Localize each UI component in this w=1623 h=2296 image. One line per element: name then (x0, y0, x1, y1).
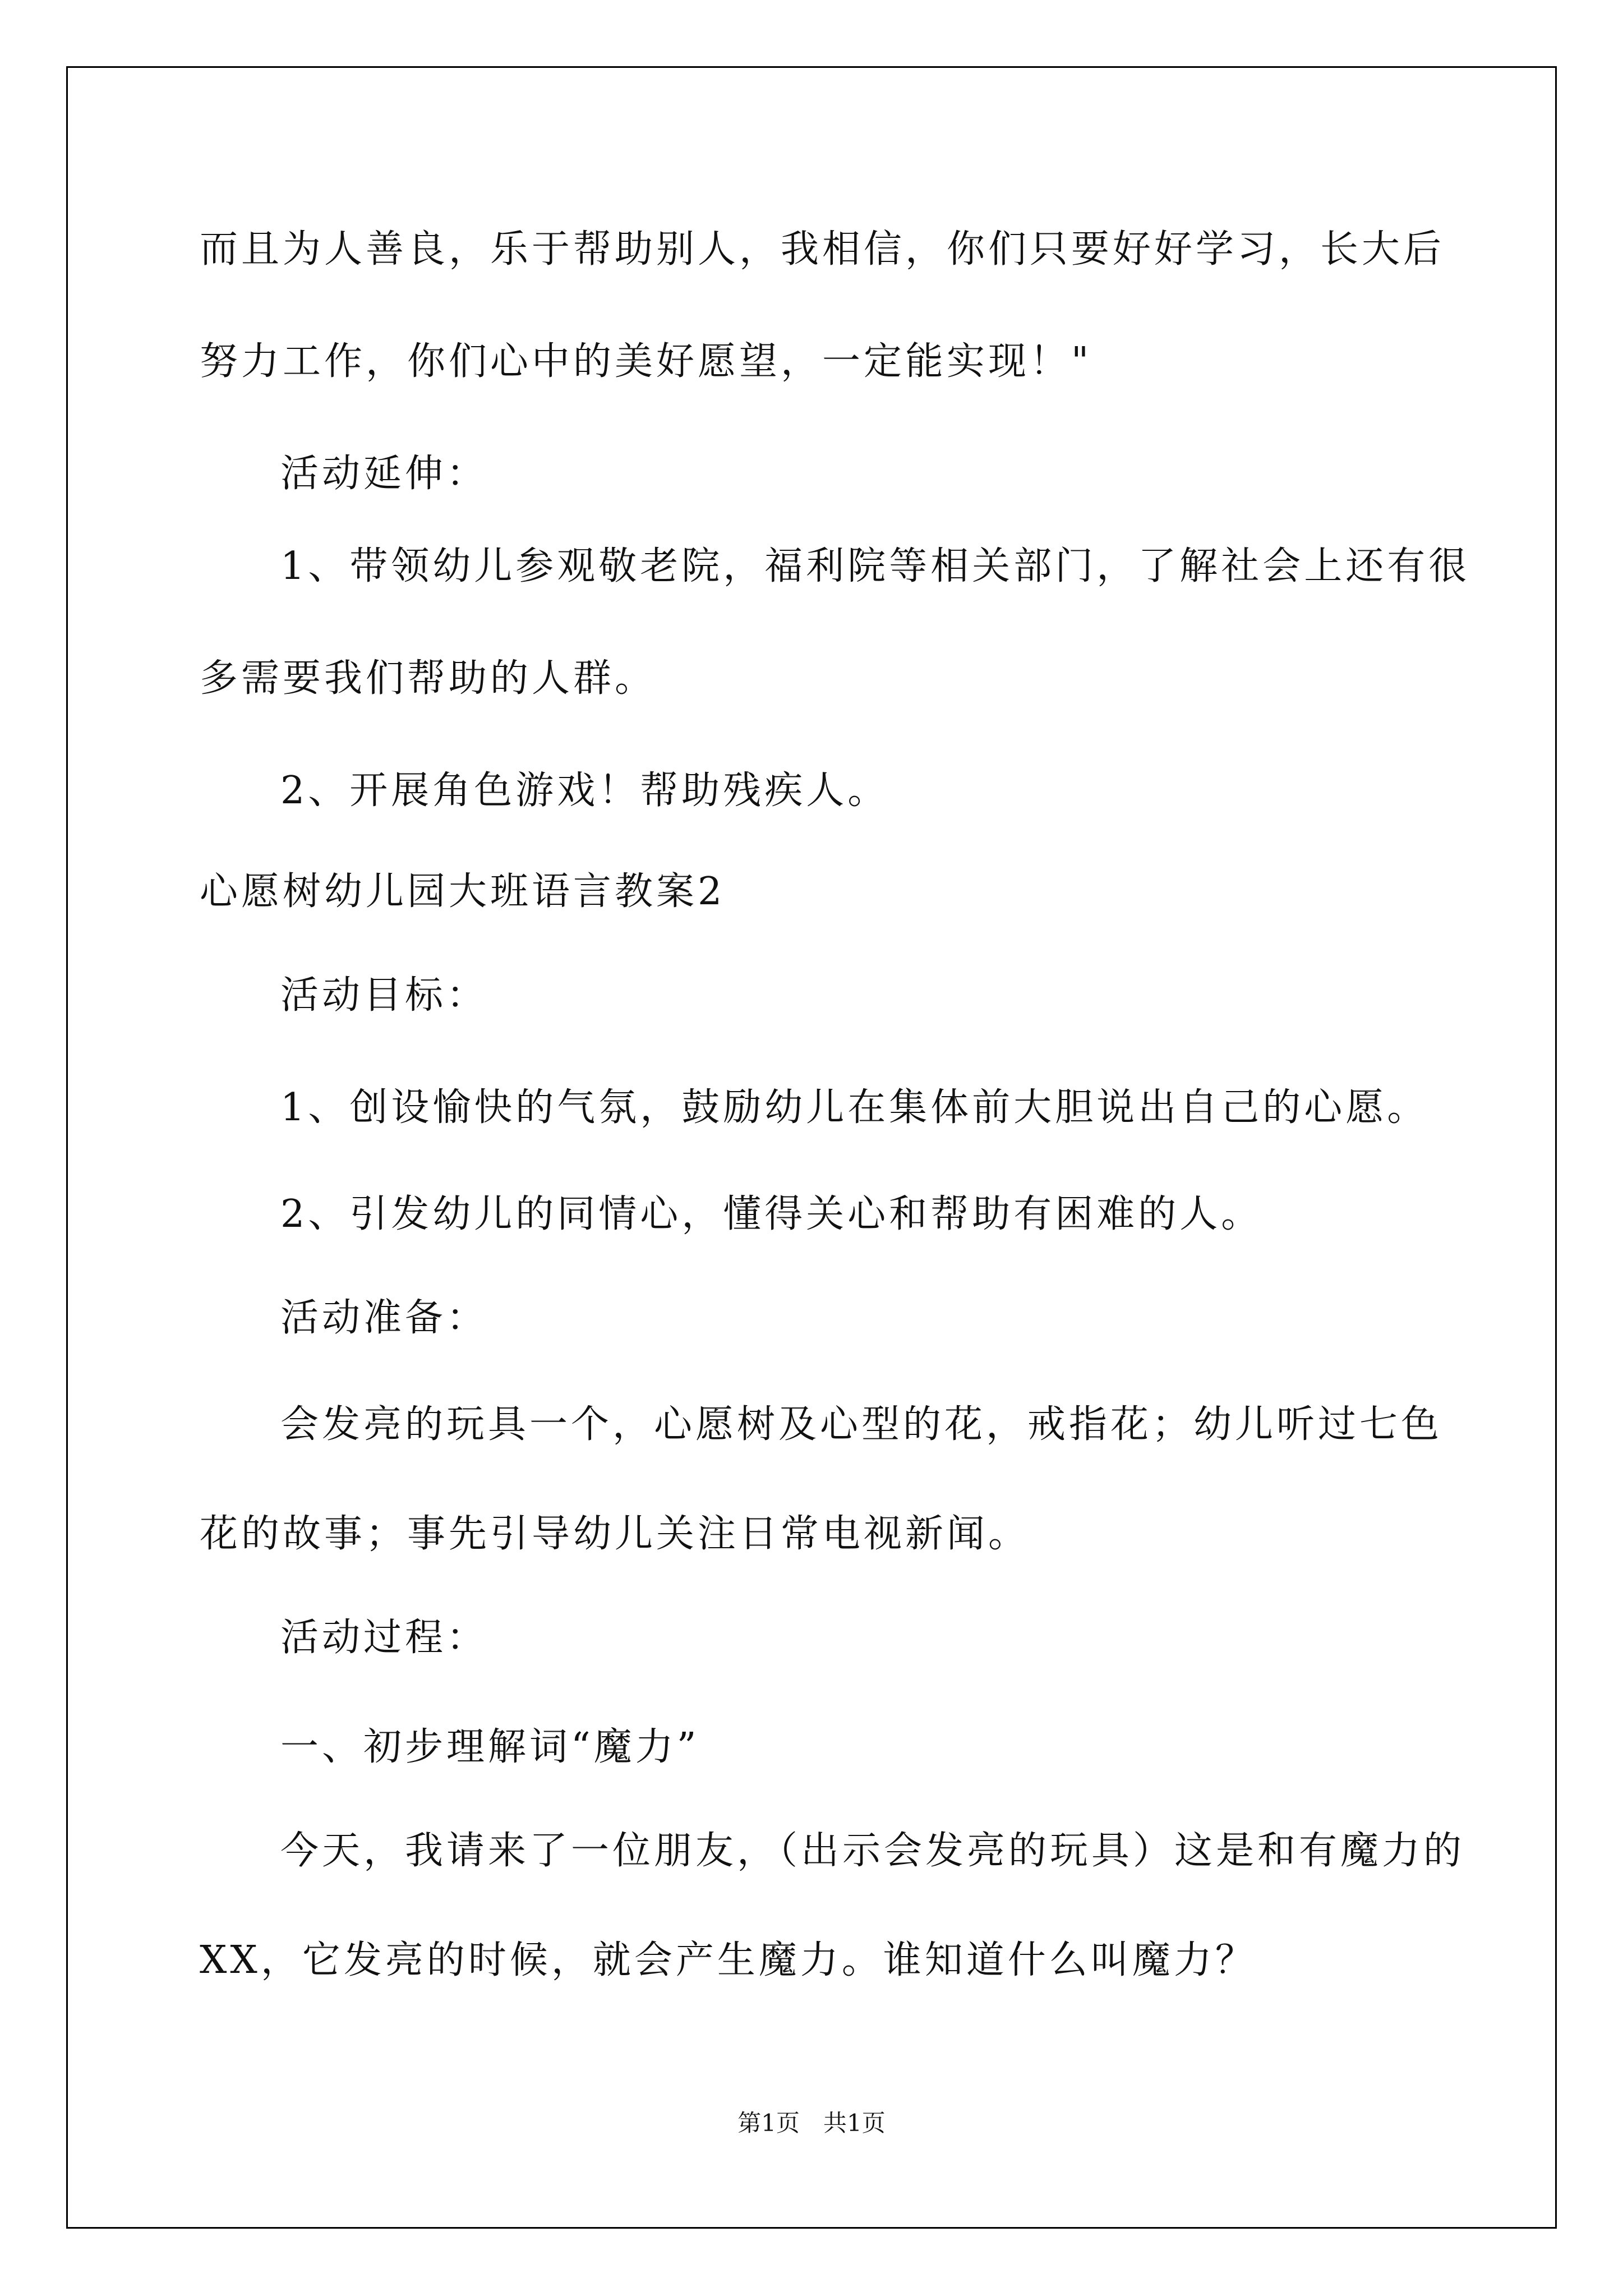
body-line: 会发亮的玩具一个，心愿树及心型的花，戒指花；幼儿听过七色 (280, 1402, 1443, 1447)
section-heading: 活动过程： (280, 1616, 488, 1660)
body-line: 今天，我请来了一位朋友，（出示会发亮的玩具）这是和有魔力的 (280, 1829, 1465, 1873)
body-line: 多需要我们帮助的人群。 (200, 656, 657, 701)
body-line: 2、引发幼儿的同情心，懂得关心和帮助有困难的人。 (280, 1192, 1263, 1236)
document-title: 心愿树幼儿园大班语言教案2 (200, 869, 726, 914)
page-footer: 第1页 共1页 (737, 2109, 886, 2137)
page-border (66, 66, 1557, 2229)
body-line: 一、初步理解词“魔力” (280, 1725, 700, 1769)
body-line: 努力工作，你们心中的美好愿望，一定能实现！" (200, 339, 1092, 384)
section-heading: 活动目标： (280, 973, 488, 1018)
section-heading: 活动延伸： (280, 452, 488, 496)
body-line: 1、创设愉快的气氛，鼓励幼儿在集体前大胆说出自己的心愿。 (280, 1085, 1429, 1130)
body-line: XX，它发亮的时候，就会产生魔力。谁知道什么叫魔力？ (200, 1938, 1257, 1982)
body-line: 1、带领幼儿参观敬老院，福利院等相关部门，了解社会上还有很 (280, 544, 1470, 588)
body-line: 2、开展角色游戏！帮助残疾人。 (280, 769, 889, 813)
body-line: 而且为人善良，乐于帮助别人，我相信，你们只要好好学习，长大后 (200, 227, 1445, 272)
body-line: 花的故事；事先引导幼儿关注日常电视新闻。 (200, 1512, 1030, 1556)
section-heading: 活动准备： (280, 1296, 488, 1340)
